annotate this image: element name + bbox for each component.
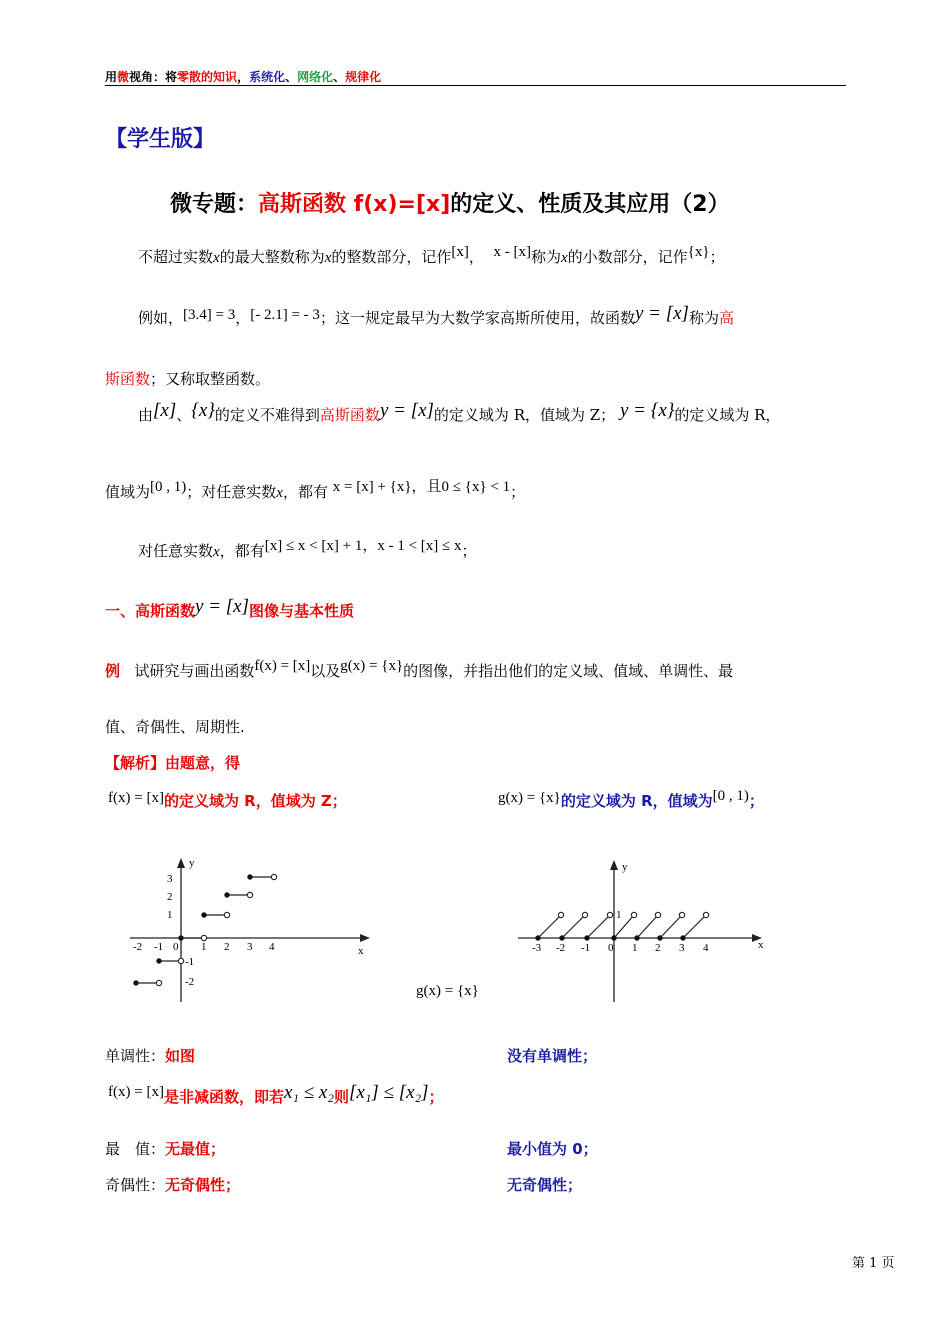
closed-point	[156, 958, 161, 963]
text: 由	[138, 406, 154, 424]
math-expr: g(x) = {x}	[498, 790, 561, 806]
prop-mono-left	[105, 1045, 195, 1066]
solution-right	[498, 790, 764, 811]
text: ，	[235, 309, 251, 327]
math-expr: g(x) = {x}	[340, 658, 404, 674]
math-expr: [x]	[153, 400, 177, 421]
closed-point	[201, 912, 206, 917]
header-seg: 系统化	[249, 70, 286, 84]
solution-label: 【解析】由题意，得	[105, 754, 241, 772]
x-tick-label: -3	[532, 942, 542, 954]
math-expr: y = [x]	[379, 400, 434, 421]
math-expr: [0 , 1)	[712, 788, 749, 804]
text: 图像与基本性质	[249, 602, 355, 620]
math-var: x	[276, 485, 283, 501]
intro-line-3	[105, 368, 270, 389]
graph2-caption: g(x) = {x}	[416, 983, 479, 999]
text: 的定义域为 R，值域为	[560, 792, 713, 810]
title-suffix: 的定义、性质及其应用（2）	[450, 192, 730, 217]
x-axis-label: x	[758, 939, 764, 951]
math-expr: y = {x}	[619, 400, 675, 421]
text: 的定义域为 R，	[674, 406, 781, 424]
text: 则	[333, 1088, 349, 1106]
page-number: 第 1 页	[852, 1256, 895, 1271]
text: 一、高斯函数	[105, 602, 196, 620]
y-axis-arrow	[610, 860, 618, 870]
math-expr: [- 2.1] = - 3	[250, 307, 320, 323]
text: ；对任意实数	[186, 483, 277, 501]
text: 的定义不难得到	[214, 406, 320, 424]
open-point	[631, 912, 636, 917]
prop-parity-left	[105, 1174, 240, 1195]
text: 单调性：	[105, 1047, 166, 1065]
math-expr: [x]	[451, 244, 469, 260]
math-expr: y = [x]	[634, 303, 689, 324]
sawtooth-segments	[538, 915, 706, 938]
section-heading	[105, 596, 355, 622]
text: 是非减函数，即若	[163, 1088, 284, 1106]
text: 的定义域为 R，值域为 Z；	[433, 406, 616, 424]
y-tick-label: 1	[616, 909, 622, 921]
closed-point	[680, 935, 685, 940]
math-expr: x - [x]	[493, 244, 531, 260]
closed-point	[559, 935, 564, 940]
open-point	[178, 958, 183, 963]
text: ；又称取整函数。	[150, 370, 271, 388]
header-seg: 网络化	[297, 70, 334, 84]
open-point	[271, 874, 276, 879]
x-tick-label: 3	[679, 942, 685, 954]
math-expr: x = [x] + {x}，且0 ≤ {x} < 1	[332, 479, 511, 495]
title-highlight: 高斯函数 f(x)=[x]	[258, 192, 451, 217]
open-point	[247, 892, 252, 897]
fractional-part-graph	[512, 850, 772, 1005]
open-point	[655, 912, 660, 917]
prop-mono-detail	[108, 1082, 444, 1108]
text: ；	[510, 483, 526, 501]
intro-line-5	[105, 481, 525, 502]
text: ，都有	[219, 542, 265, 560]
header-seg: 微	[117, 70, 130, 84]
y-axis-label: y	[622, 861, 628, 873]
text: 例如，	[138, 309, 184, 327]
header-seg: 零散的知识	[177, 70, 238, 84]
text: ，都有	[282, 483, 328, 501]
header-seg: 视角：将	[129, 70, 178, 84]
closed-point	[224, 892, 229, 897]
text: ；	[461, 542, 477, 560]
x-tick-label: 4	[269, 941, 275, 953]
x-tick-label: 4	[703, 942, 709, 954]
math-expr: [3.4] = 3	[183, 307, 236, 323]
y-tick-label: 1	[167, 909, 173, 921]
open-endpoints	[558, 912, 708, 917]
x-tick-label: 1	[201, 941, 207, 953]
math-var: x	[213, 250, 220, 266]
text: 对任意实数	[138, 542, 214, 560]
open-point	[201, 935, 206, 940]
text: 、	[176, 406, 192, 424]
saw-segment	[637, 915, 658, 938]
example-line-1	[105, 660, 733, 681]
version-label: 【学生版】	[105, 127, 216, 152]
floor-function-graph	[122, 850, 382, 1010]
x-tick-label: -2	[556, 942, 566, 954]
text: ；	[709, 248, 725, 266]
x-tick-label: 0	[173, 941, 179, 953]
closed-point	[133, 980, 138, 985]
text: 试研究与画出函数	[134, 662, 255, 680]
math-var: x	[213, 544, 220, 560]
prop-parity-right: 无奇偶性；	[507, 1176, 583, 1194]
math-expr: f(x) = [x]	[108, 790, 164, 806]
text: 值域为	[105, 483, 151, 501]
math-var: x	[324, 250, 332, 266]
math-expr: {x}	[191, 400, 215, 421]
example-line-2: 值、奇偶性、周期性.	[105, 718, 245, 736]
intro-line-1	[138, 246, 725, 267]
intro-line-4	[138, 400, 781, 426]
saw-segment	[660, 915, 682, 938]
intro-line-6	[138, 540, 477, 561]
open-point	[703, 912, 708, 917]
graph-bg	[122, 850, 382, 1010]
open-point	[679, 912, 684, 917]
header-divider	[105, 85, 846, 86]
y-axis-label: y	[189, 857, 195, 869]
y-tick-label: -1	[185, 956, 195, 968]
saw-segment	[683, 915, 706, 938]
page-title	[170, 187, 730, 218]
saw-segment	[587, 915, 610, 938]
open-point	[224, 912, 229, 917]
text: 的整数部分，记作	[331, 248, 452, 266]
y-tick-label: -2	[185, 976, 195, 988]
text: 高斯函数	[319, 406, 380, 424]
header-seg: 用	[105, 70, 118, 84]
closed-point	[178, 935, 183, 940]
y-tick-label: 2	[167, 891, 173, 903]
text: 的小数部分，记作	[567, 248, 688, 266]
text: 无奇偶性；	[165, 1176, 241, 1194]
math-expr: [x] ≤ x < [x] + 1，x - 1 < [x] ≤ x	[264, 538, 462, 554]
closed-point	[535, 935, 540, 940]
text: 以及	[310, 662, 341, 680]
text: 的定义域为 R，值域为 Z；	[163, 792, 347, 810]
open-point	[582, 912, 587, 917]
x-tick-label: -2	[133, 941, 143, 953]
x-tick-label: -1	[154, 941, 164, 953]
math-expr: [x₁] ≤ [x₂]	[348, 1082, 429, 1103]
x-axis-label: x	[358, 945, 364, 957]
prop-max-right: 最小值为 0；	[507, 1140, 598, 1158]
prop-max-left	[105, 1138, 225, 1159]
prop-mono-right: 没有单调性；	[507, 1047, 598, 1065]
text: 的最大整数称为	[219, 248, 325, 266]
header-slogan	[105, 68, 381, 85]
math-expr: {x}	[687, 244, 710, 260]
x-tick-label: 0	[608, 942, 614, 954]
text: 无最值；	[165, 1140, 226, 1158]
text: ；	[748, 792, 764, 810]
header-seg: ，	[237, 70, 250, 84]
text: 称为	[688, 309, 719, 327]
text: 最 值：	[105, 1140, 166, 1158]
text: ；	[428, 1088, 444, 1106]
title-prefix: 微专题：	[170, 192, 259, 217]
closed-point	[247, 874, 252, 879]
text: 称为	[530, 248, 561, 266]
math-var: x	[560, 250, 568, 266]
header-seg: 、	[333, 70, 346, 84]
header-seg: 、	[285, 70, 298, 84]
text: 奇偶性：	[105, 1176, 166, 1194]
math-expr: f(x) = [x]	[108, 1084, 164, 1100]
math-expr: f(x) = [x]	[254, 658, 311, 674]
text: ；这一规定最早为大数学家高斯所使用，故函数	[319, 309, 635, 327]
math-expr: y = [x]	[195, 596, 249, 617]
math-expr: [0 , 1)	[150, 479, 187, 495]
saw-segment	[538, 915, 561, 938]
intro-line-2	[138, 303, 734, 329]
saw-segment	[562, 915, 585, 938]
math-expr: x₁ ≤ x₂	[283, 1082, 334, 1103]
header-seg: 规律化	[345, 70, 382, 84]
text: 不超过实数	[138, 248, 214, 266]
open-point	[558, 912, 563, 917]
text: 如图	[165, 1047, 196, 1065]
x-tick-label: -1	[581, 942, 591, 954]
text: 斯函数	[105, 370, 151, 388]
open-point	[156, 980, 161, 985]
closed-point	[657, 935, 662, 940]
closed-point	[634, 935, 639, 940]
text: 的图像，并指出他们的定义域、值域、单调性、最	[403, 662, 734, 680]
example-label: 例	[105, 662, 121, 680]
x-tick-label: 3	[247, 941, 253, 953]
x-tick-label: 2	[655, 942, 661, 954]
text: 高	[718, 309, 734, 327]
y-tick-label: 3	[167, 873, 173, 885]
text: ，	[468, 248, 484, 266]
open-point	[607, 912, 612, 917]
closed-point	[611, 935, 616, 940]
closed-point	[584, 935, 589, 940]
x-tick-label: 2	[224, 941, 230, 953]
solution-left	[108, 790, 347, 811]
x-tick-label: 1	[632, 942, 638, 954]
